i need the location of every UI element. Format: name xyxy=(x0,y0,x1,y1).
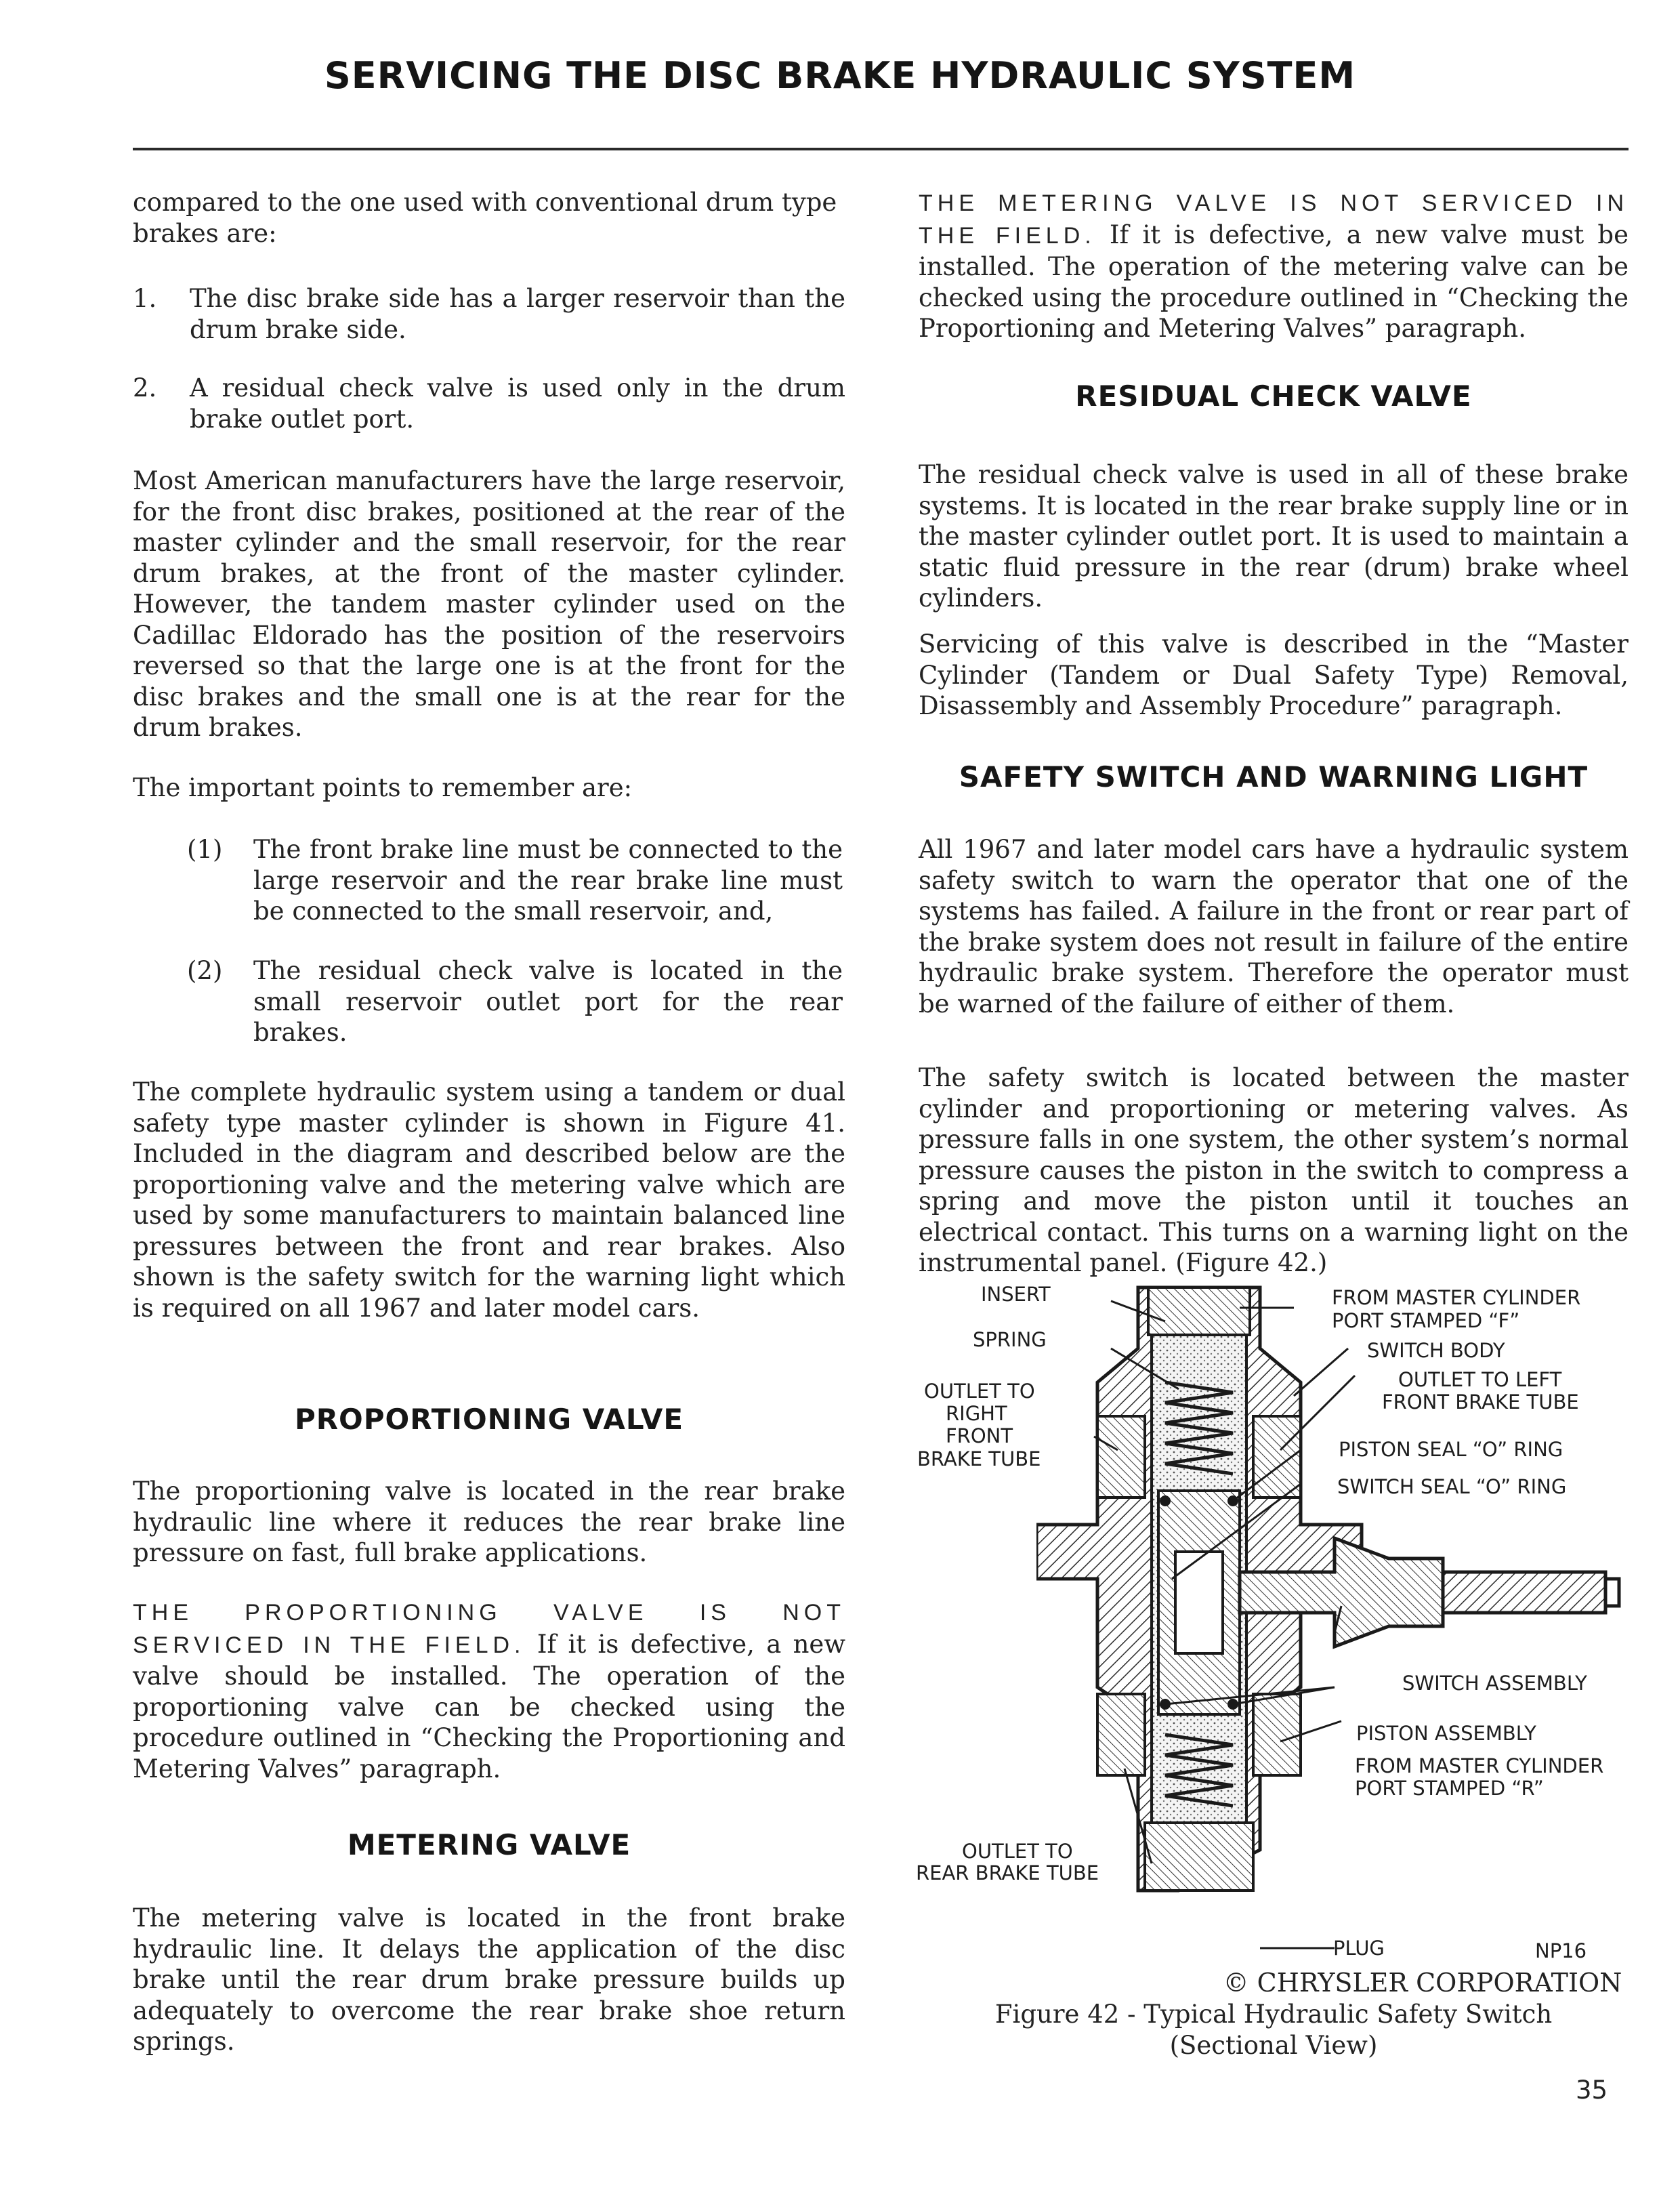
label-from-master-f: PORT STAMPED “F” xyxy=(1332,1309,1520,1332)
residual-paragraph-1-text: The residual check valve is used in all of these brake systems. It is located in the rear brake supply line or in the master cylinder outlet port. It is used to maintain a static fluid pressure in the rear (drum) brake wheel cylinders. xyxy=(919,460,1629,613)
header-rule xyxy=(133,148,1629,150)
piston-seal-o-ring xyxy=(1160,1495,1171,1506)
proportioning-valve-heading: PROPORTIONING VALVE xyxy=(294,1403,684,1436)
metering-note-text: If it is defective, a new valve must be installed. The operation of the metering valve can be checked using the procedure outlined in “Checking the Proportioning and Metering Valves” paragraph. xyxy=(919,220,1629,343)
page-number: 35 xyxy=(1576,2076,1608,2105)
figure-code: NP16 xyxy=(1535,1939,1587,1962)
label-outlet-left: OUTLET TO LEFT xyxy=(1398,1368,1562,1391)
label-outlet-right: FRONT xyxy=(946,1424,1013,1447)
metering-paragraph xyxy=(133,1903,845,2057)
label-plug: PLUG xyxy=(1333,1937,1385,1960)
list-item-number: 2. xyxy=(133,373,157,402)
system-paragraph xyxy=(133,1077,845,1323)
label-spring: SPRING xyxy=(973,1328,1047,1351)
list-item-text: The disc brake side has a larger reservoir than the drum brake side. xyxy=(190,284,845,344)
important-points-text: The important points to remember are: xyxy=(133,773,633,802)
intro-line-2: brakes are: xyxy=(133,218,277,248)
point-number: (2) xyxy=(187,956,223,985)
label-switch-body: SWITCH BODY xyxy=(1367,1339,1505,1362)
point-text: The residual check valve is located in the small reservoir outlet port for the rear brakes. xyxy=(253,956,843,1047)
residual-check-valve-heading: RESIDUAL CHECK VALVE xyxy=(1075,379,1472,413)
point-text: The front brake line must be connected to the large reservoir and the rear brake line must be connected to the small reservoir, and, xyxy=(253,835,843,926)
label-outlet-right: RIGHT xyxy=(946,1402,1007,1425)
intro-line-1: compared to the one used with conventional drum type xyxy=(133,188,837,217)
label-insert: INSERT xyxy=(981,1283,1051,1306)
rear-port xyxy=(1097,1694,1145,1775)
label-outlet-left: FRONT BRAKE TUBE xyxy=(1382,1390,1579,1413)
insert-part xyxy=(1148,1287,1250,1335)
safety-paragraph-2-text: The safety switch is located between the master cylinder and proportioning or metering valves. As pressure falls in one system, the other system’s normal pressure causes the piston in the switch to compress a spring and move the piston until it touches an electrical contact. This turns on a warning light on the instrumental panel. (Figure 42.) xyxy=(919,1063,1629,1277)
metering-note xyxy=(919,187,1629,344)
label-outlet-rear: REAR BRAKE TUBE xyxy=(916,1861,1099,1884)
residual-paragraph-2 xyxy=(919,629,1629,722)
piston-center xyxy=(1175,1552,1223,1653)
proportioning-note xyxy=(133,1596,845,1784)
reservoir-paragraph-text: Most American manufacturers have the large reservoir, for the front disc brakes, positioned at the rear of the master cylinder and the small reservoir, for the rear drum brakes, at the front of the master cylinder. However, the tandem master cylinder used on the Cadillac Eldorado has the position of the reservoirs reversed so that the large one is at the front for the disc brakes and the small one is at the rear for the drum brakes. xyxy=(133,466,845,742)
proportioning-note-text: If it is defective, a new valve should be installed. The operation of the proportioning valve can be checked using the procedure outlined in “Checking the Proportioning and Metering Valves” paragraph. xyxy=(133,1629,845,1783)
label-outlet-right: BRAKE TUBE xyxy=(917,1447,1041,1470)
label-from-master-r: FROM MASTER CYLINDER xyxy=(1355,1754,1604,1777)
metering-caps-notice: THE METERING VALVE IS NOT SERVICED IN THE FIELD. xyxy=(919,190,1629,249)
safety-paragraph-1 xyxy=(919,834,1629,1019)
label-from-master-r: PORT STAMPED “R” xyxy=(1355,1777,1544,1800)
left-front-port xyxy=(1253,1416,1301,1498)
list-item-number: 1. xyxy=(133,284,157,313)
label-outlet-rear: OUTLET TO xyxy=(962,1840,1073,1863)
list-item xyxy=(133,373,845,434)
important-points-intro xyxy=(133,772,845,804)
point-item xyxy=(187,955,843,1048)
page-title: SERVICING THE DISC BRAKE HYDRAULIC SYSTEM xyxy=(324,54,1356,97)
point-number: (1) xyxy=(187,835,223,864)
system-paragraph-text: The complete hydraulic system using a tandem or dual safety type master cylinder is shown in Figure 41. Included in the diagram and described below are the proportioning valve and the metering valve which are used by some manufacturers to maintain balanced line pressures between the front and rear brakes. Also shown is the safety switch for the warning light which is required on all 1967 and later model cars. xyxy=(133,1077,845,1323)
plug-part xyxy=(1145,1823,1253,1891)
label-piston-assembly: PISTON ASSEMBLY xyxy=(1356,1722,1536,1745)
right-front-port xyxy=(1097,1416,1145,1498)
figure-caption-sub: (Sectional View) xyxy=(1169,2031,1378,2060)
list-item-text: A residual check valve is used only in the drum brake outlet port. xyxy=(190,373,845,434)
metering-valve-heading: METERING VALVE xyxy=(347,1828,631,1861)
safety-switch-heading: SAFETY SWITCH AND WARNING LIGHT xyxy=(959,760,1589,793)
figure-caption: Figure 42 - Typical Hydraulic Safety Switch xyxy=(994,2000,1553,2029)
reservoir-paragraph xyxy=(133,466,845,743)
safety-paragraph-2 xyxy=(919,1062,1629,1279)
residual-paragraph-2-text: Servicing of this valve is described in the “Master Cylinder (Tandem or Dual Safety Type) Removal, Disassembly and Assembly Procedure” paragraph. xyxy=(919,629,1629,720)
point-item xyxy=(187,834,843,927)
label-from-master-f: FROM MASTER CYLINDER xyxy=(1332,1286,1581,1309)
rear-master-port xyxy=(1253,1694,1301,1775)
label-switch-seal: SWITCH SEAL “O” RING xyxy=(1337,1475,1567,1498)
metering-paragraph-text: The metering valve is located in the front brake hydraulic line. It delays the application of the disc brake until the rear drum brake pressure builds up adequately to overcome the rear brake shoe return springs. xyxy=(133,1903,845,2056)
proportioning-caps-notice: THE PROPORTIONING VALVE IS NOT SERVICED IN THE FIELD. xyxy=(133,1600,845,1658)
left-intro xyxy=(133,187,845,249)
proportioning-paragraph xyxy=(133,1476,845,1569)
label-outlet-right: OUTLET TO xyxy=(924,1380,1035,1403)
copyright-line: © CHRYSLER CORPORATION xyxy=(1223,1968,1622,1998)
label-switch-assembly: SWITCH ASSEMBLY xyxy=(1402,1672,1587,1695)
list-item xyxy=(133,283,845,345)
proportioning-paragraph-text: The proportioning valve is located in the rear brake hydraulic line where it reduces the rear brake line pressure on fast, full brake applications. xyxy=(133,1477,845,1567)
safety-paragraph-1-text: All 1967 and later model cars have a hydraulic system safety switch to warn the operator that one of the systems has failed. A failure in the front or rear part of the brake system does not result in failure of the entire hydraulic brake system. Therefore the operator must be warned of the failure of either of them. xyxy=(919,835,1629,1018)
label-piston-seal: PISTON SEAL “O” RING xyxy=(1339,1438,1563,1461)
residual-paragraph-1 xyxy=(919,459,1629,614)
